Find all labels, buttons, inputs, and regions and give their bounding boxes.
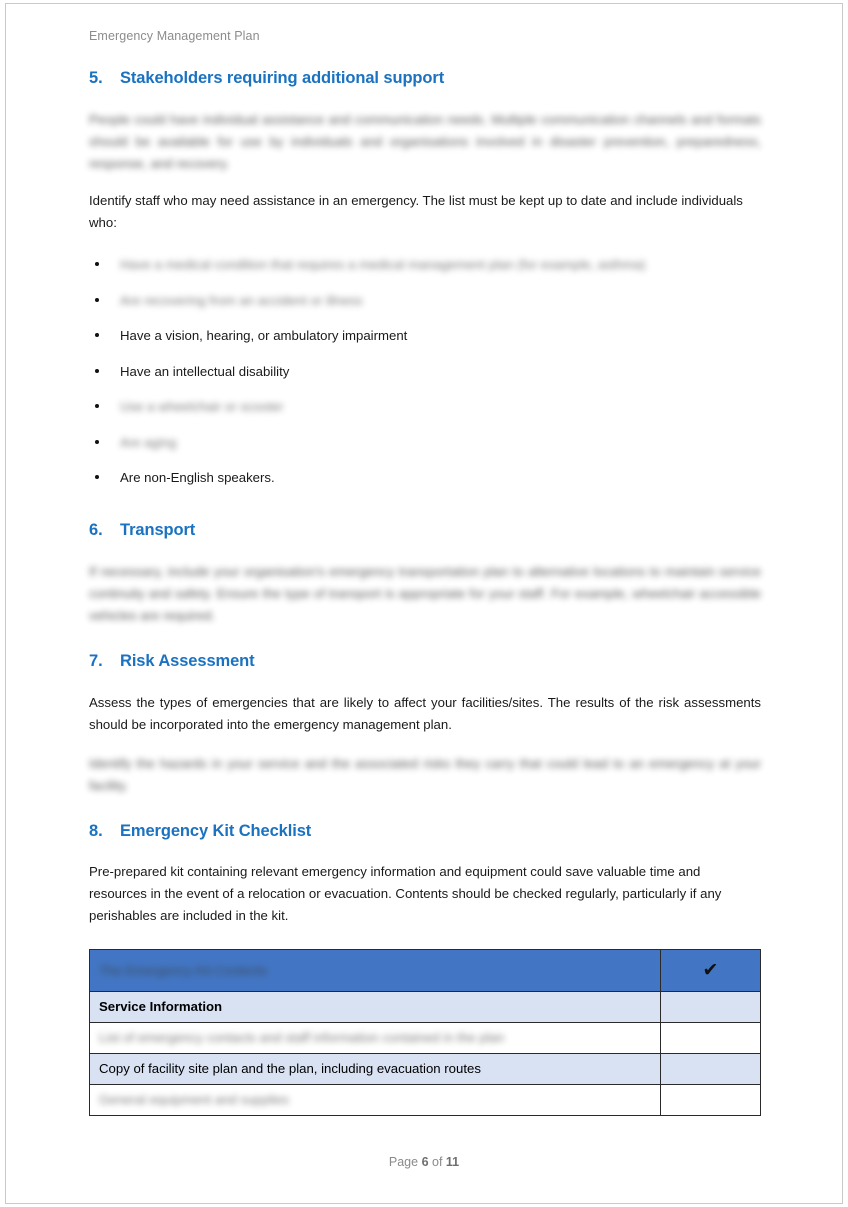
table-header-contents: [90, 949, 661, 991]
list-item-label: Are non-English speakers.: [120, 470, 275, 485]
table-cell-label: [90, 1084, 661, 1115]
heading-number-7: 7.: [89, 651, 103, 670]
running-header: Emergency Management Plan: [89, 29, 260, 43]
heading-number-5: 5.: [89, 69, 103, 87]
list-item: [89, 255, 761, 274]
heading-section-5: [89, 69, 761, 88]
bullet-dot-icon: [95, 369, 99, 373]
list-item: [89, 362, 761, 381]
table-row: [90, 991, 761, 1022]
bullet-dot-icon: [95, 404, 99, 408]
table-row: [90, 1053, 761, 1084]
bullet-dot-icon: [95, 475, 99, 479]
table-header-contents-label: The Emergency Kit Contents: [99, 962, 268, 978]
table-cell-label: Service Information: [90, 991, 661, 1022]
list-item-label: Have an intellectual disability: [120, 363, 290, 379]
list-item: [89, 433, 761, 452]
page-content: [89, 0, 761, 1116]
list-item: [89, 291, 761, 310]
list-item-label: Have a vision, hearing, or ambulatory impairment: [120, 328, 408, 343]
heading-section-7: [89, 652, 761, 671]
heading-number-6: 6.: [89, 520, 103, 539]
heading-title-6: Transport: [120, 520, 196, 539]
section-7-body: Assess the types of emergencies that are likely to affect your facilities/sites. The results of the risk assessments should be incorporated into the emergency management plan.: [89, 694, 761, 732]
table-cell-text: List of emergency contacts and staff information contained in the plan: [99, 1030, 505, 1045]
heading-title-5: Stakeholders requiring additional support: [120, 69, 445, 87]
table-cell-label: [90, 1022, 661, 1053]
table-cell-text: General equipment and supplies: [99, 1092, 289, 1107]
list-item: [89, 326, 761, 345]
table-cell-checkbox[interactable]: [661, 1053, 761, 1084]
table-cell-checkbox[interactable]: [661, 991, 761, 1022]
table-header-check: [661, 949, 761, 991]
heading-number-8: 8.: [89, 821, 103, 840]
table-row: [90, 1084, 761, 1115]
list-item-label: Use a wheelchair or scooter: [120, 399, 284, 414]
footer-middle: of: [428, 1155, 446, 1169]
section-6-redacted-body: If necessary, include your organisation's emergency transportation plan to alternative locations to maintain service continuity and safety. Ensure the type of transport is appropriate for your staff. For example, wheelchair accessible vehicles are required.: [89, 563, 761, 623]
stakeholder-bullet-list: [89, 255, 761, 487]
section-8-body: Pre-prepared kit containing relevant emergency information and equipment could save valuable time and resources in the event of a relocation or evacuation. Contents should be checked regularly, particularly if any perishables are included in the kit.: [89, 863, 722, 923]
table-cell-checkbox[interactable]: [661, 1084, 761, 1115]
heading-title-8: Emergency Kit Checklist: [120, 821, 312, 840]
table-cell-label: Copy of facility site plan and the plan, including evacuation routes: [90, 1053, 661, 1084]
emergency-kit-checklist-table: [89, 949, 761, 1116]
section-7-redacted-body: Identify the hazards in your service and the associated risks they carry that could lead to an emergency at your facility.: [89, 755, 761, 793]
bullet-dot-icon: [95, 298, 99, 302]
heading-title-7: Risk Assessment: [120, 651, 255, 670]
list-item: [89, 397, 761, 416]
page-footer: [0, 1155, 848, 1169]
section-5-intro: Identify staff who may need assistance in an emergency. The list must be kept up to date and include individuals who:: [89, 193, 743, 230]
list-item: [89, 468, 761, 487]
table-header-row: [90, 949, 761, 991]
bullet-dot-icon: [95, 262, 99, 266]
heading-section-8: [89, 822, 761, 841]
bullet-dot-icon: [95, 333, 99, 337]
check-icon: ✔: [702, 959, 719, 981]
footer-current-page: 6: [421, 1155, 429, 1169]
section-5-redacted-intro: People could have individual assistance and communication needs. Multiple communication channels and formats should be available for use by individuals and organisations involved in disaster prevention, preparedness, response, and recovery.: [89, 112, 761, 171]
list-item-label: Have a medical condition that requires a medical management plan (for example, asthma): [120, 257, 646, 272]
bullet-dot-icon: [95, 440, 99, 444]
list-item-label: Are recovering from an accident or illness: [120, 292, 363, 308]
heading-section-6: [89, 521, 761, 540]
table-row: [90, 1022, 761, 1053]
footer-total-pages: 11: [445, 1155, 460, 1169]
footer-prefix: Page: [388, 1155, 422, 1169]
table-cell-checkbox[interactable]: [661, 1022, 761, 1053]
list-item-label: Are aging: [120, 434, 177, 450]
